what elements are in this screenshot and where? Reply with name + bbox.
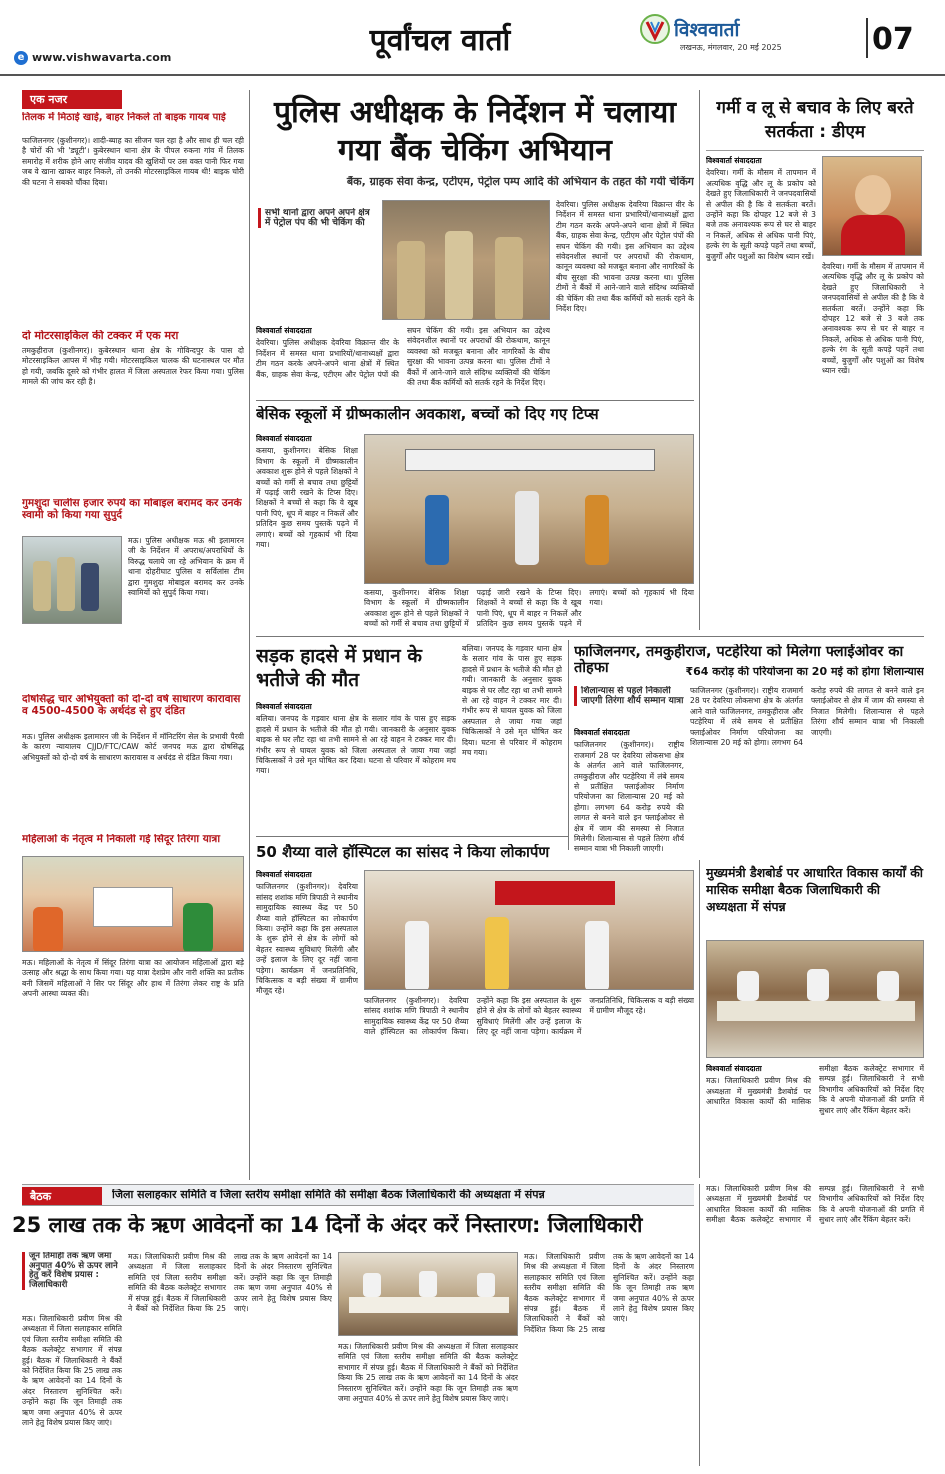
sindoor-yatra-photo: [22, 856, 244, 952]
hospital-inauguration-photo: [364, 870, 694, 990]
bank-story-text: देवरिया। पुलिस अधीक्षक देवरिया विक्रान्त वीर के निर्देशन में समस्त थाना प्रभारियों/थानाध्यक्षों द्वारा टीम गठन करके अपने-अपने थाना क्षेत्रों में स्थित बैंक, ग्राहक सेवा केन्द्र, एटीएम और पेट्रोल पंपों की सघन चेकिंग की गयी। इस अभियान का उद्देश्य संवेदनशील स्थानों पर अपराधों की रोकथाम, कानून व्यवस्था को मजबूत बनाना और नागरिकों के बीच सुरक्षा की भावना उत्पन्न करना था। पुलिस टीमों ने बैंकों में आने-जाने वाले संदिग्ध व्यक्तियों की चेकिंग की तथा बैंक कर्मियों को सतर्क रहने के निर्देश दिए।: [256, 326, 550, 388]
mobile-recovery-photo: [22, 536, 122, 624]
flyover-story-text: फाजिलनगर (कुशीनगर)। राष्ट्रीय राजमार्ग 28 पर देवरिया लोकसभा क्षेत्र के अंतर्गत आने वाले फाजिलनगर, तमकुहीराज और पटहेरिया में लंबे समय से प्रतीक्षित फ्लाईओवर निर्माण परियोजना का शिलान्यास 20 मई को होगा। लगभग 64 करोड़ रुपये की लागत से बनने वाले इन फ्लाईओवर से क्षेत्र में जाम की समस्या से निजात मिलेगी। शिलान्यास से पहले तिरंगा शौर्य सम्मान यात्रा भी निकाली जाएगी।: [574, 740, 684, 854]
right-column-divider: [699, 90, 700, 630]
ek-nazar-column: [22, 90, 244, 1178]
school-story-headline: बेसिक स्कूलों में ग्रीष्मकालीन अवकाश, बच्चों को दिए गए टिप्स: [256, 406, 599, 423]
school-top-rule: [256, 400, 694, 401]
baithak-headline: 25 लाख तक के ऋण आवेदनों का 14 दिनों के अंदर करें निस्तारण: जिलाधिकारी: [12, 1214, 643, 1237]
news-brief-heading-4: दोषसिद्ध चार अभियुक्तों को दो-दो वर्ष साधारण कारावास व 4500-4500 के अर्थदंड से हुए दंडित: [22, 694, 241, 717]
accident-story-byline: विश्ववार्ता संवाददाता: [256, 702, 312, 711]
flyover-story-headline: फाजिलनगर, तमकुहीराज, पटहेरिया को मिलेगा फ्लाईओवर का तोहफा: [574, 644, 904, 677]
hospital-story-continuation: फाजिलनगर (कुशीनगर)। देवरिया सांसद शशांक मणि त्रिपाठी ने स्थानीय सामुदायिक स्वास्थ्य केंद्र पर 50 शैय्या वाले हॉस्पिटल का लोकार्पण किया। उन्होंने कहा कि इस अस्पताल के शुरू होने से क्षेत्र के लोगों को बेहतर स्वास्थ्य सुविधाएं मिलेंगी और उन्हें इलाज के लिए दूर नहीं जाना पड़ेगा। कार्यक्रम में जनप्रतिनिधि, चिकित्सक व बड़ी संख्या में ग्रामीण मौजूद रहे।: [364, 996, 694, 1037]
heat-story-headline: गर्मी व लू से बचाव के लिए बरते सतर्कता : डीएम: [716, 98, 914, 142]
heat-story: [706, 90, 924, 630]
hospital-story-text: फाजिलनगर (कुशीनगर)। देवरिया सांसद शशांक मणि त्रिपाठी ने स्थानीय सामुदायिक स्वास्थ्य केंद्र पर 50 शैय्या वाले हॉस्पिटल का लोकार्पण किया। उन्होंने कहा कि इस अस्पताल के शुरू होने से क्षेत्र के लोगों को बेहतर स्वास्थ्य सुविधाएं मिलेंगी और उन्हें इलाज के लिए दूर नहीं जाना पड़ेगा। कार्यक्रम में जनप्रतिनिधि, चिकित्सक व बड़ी संख्या में ग्रामीण मौजूद रहे।: [256, 882, 358, 996]
news-brief-heading-2: दो मोटरसाइकिल की टक्कर में एक मरा: [22, 330, 179, 342]
school-story-body: [256, 434, 358, 634]
baithak-kicker-bar: [22, 1184, 694, 1206]
flyover-story-subhead: ₹64 करोड़ की परियोजना का 20 मई को होगा शिलान्यास: [685, 666, 924, 678]
website-icon: e: [14, 51, 28, 65]
dashboard-meeting-photo: [706, 940, 924, 1058]
hospital-story: [256, 840, 694, 1178]
section-title: पूर्वांचल वार्ता: [369, 23, 511, 58]
bank-checking-story: [256, 90, 694, 398]
flyover-story-byline: विश्ववार्ता संवाददाता: [574, 728, 630, 737]
bottom-right-divider: [699, 1184, 700, 1466]
accident-story-continuation: बलिया। जनपद के गड़वार थाना क्षेत्र के सलार गांव के पास हुए सड़क हादसे में प्रधान के भतीजे की मौत हो गयी। जानकारी के अनुसार युवक बाइक से घर लौट रहा था तभी सामने से आ रहे वाहन ने टक्कर मार दी। गंभीर रूप से घायल युवक को जिला अस्पताल ले जाया गया जहां चिकित्सकों ने उसे मृत घोषित कर दिया। घटना से परिवार में कोहराम मच गया।: [462, 644, 562, 758]
heat-headline-rule: [706, 150, 924, 151]
baithak-body: मऊ। जिलाधिकारी प्रवीण मिश्र की अध्यक्षता में जिला सलाहकार समिति एवं जिला स्तरीय समीक्षा समिति की बैठक कलेक्ट्रेट सभागार में संपन्न हुई। बैठक में जिलाधिकारी ने बैंकों को निर्देशित किया कि 25 लाख तक के ऋण आवेदनों का 14 दिनों के अंदर निस्तारण सुनिश्चित करें। उन्होंने कहा कि जून तिमाही तक ऋण जमा अनुपात 40% से ऊपर लाने हेतु विशेष प्रयास किए जाएं।: [22, 1314, 122, 1428]
news-brief-body-5: मऊ। महिलाओं के नेतृत्व में सिंदूर तिरंगा यात्रा का आयोजन महिलाओं द्वारा बड़े उत्साह और श्रद्धा के साथ किया गया। यह यात्रा देशप्रेम और नारी शक्ति का प्रतीक बनी जिसमें महिलाओं ने सिर पर सिंदूर और हाथ में तिरंगा लेकर राष्ट्र के प्रति अपनी आस्था व्यक्त की।: [22, 958, 244, 999]
bank-story-body: [256, 326, 550, 398]
news-brief-body-2: तमकुहीराज (कुशीनगर)। कुबेरस्थान थाना क्षेत्र के गोविन्दपुर के पास दो मोटरसाइकिल आपस में भीड़ गयी। मोटरसाइकिल चालक की घटनास्थल पर मौत हो गयी, जबकि दूसरे को गंभीर हालत में जिला अस्पताल रेफर किया गया। पुलिस मामले की जांच कर रही है।: [22, 346, 244, 387]
bank-checking-photo: [382, 200, 550, 320]
accident-story: [256, 640, 456, 830]
heat-story-body: [706, 156, 816, 630]
accident-story-body: [256, 702, 456, 830]
news-brief-heading-3: गुमशुदा चालीस हजार रुपये का मोबाइल बरामद कर उनके स्वामी को किया गया सुपुर्द: [22, 498, 242, 521]
dateline: लखनऊ, मंगलवार, 20 मई 2025: [680, 43, 782, 52]
dashboard-story: [706, 860, 924, 1178]
bank-story-pullquote: सभी थानों द्वारा अपने अपने क्षेत्र में पेट्रोल पंप की भी चेकिंग की: [258, 208, 376, 228]
dashboard-story-continued: मऊ। जिलाधिकारी प्रवीण मिश्र की अध्यक्षता में मुख्यमंत्री डैशबोर्ड पर आधारित विकास कार्यों की मासिक समीक्षा बैठक कलेक्ट्रेट सभागार में सम्पन्न हुई। जिलाधिकारी ने सभी विभागीय अधिकारियों को निर्देश दिए कि वे अपनी योजनाओं की प्रगति में सुधार लाएं और रैंकिंग बेहतर करें।: [706, 1184, 924, 1225]
school-story-byline: विश्ववार्ता संवाददाता: [256, 434, 312, 443]
school-story: [256, 400, 694, 634]
dm-portrait-photo: [822, 156, 922, 256]
hospital-story-headline: 50 शैय्या वाले हॉस्पिटल का सांसद ने किया लोकार्पण: [256, 844, 550, 861]
accident-story-text: बलिया। जनपद के गड़वार थाना क्षेत्र के सलार गांव के पास हुए सड़क हादसे में प्रधान के भतीजे की मौत हो गयी। जानकारी के अनुसार युवक बाइक से घर लौट रहा था तभी सामने से आ रहे वाहन ने टक्कर मार दी। गंभीर रूप से घायल युवक को जिला अस्पताल ले जाया गया जहां चिकित्सकों ने उसे मृत घोषित कर दिया। घटना से परिवार में कोहराम मच गया।: [256, 714, 456, 776]
ek-nazar-label: एक नजर: [22, 90, 122, 109]
baithak-body-column-5: मऊ। जिलाधिकारी प्रवीण मिश्र की अध्यक्षता में जिला सलाहकार समिति एवं जिला स्तरीय समीक्षा समिति की बैठक कलेक्ट्रेट सभागार में संपन्न हुई। बैठक में जिलाधिकारी ने बैंकों को निर्देशित किया कि 25 लाख तक के ऋण आवेदनों का 14 दिनों के अंदर निस्तारण सुनिश्चित करें। उन्होंने कहा कि जून तिमाही तक ऋण जमा अनुपात 40% से ऊपर लाने हेतु विशेष प्रयास किए जाएं।: [524, 1252, 694, 1334]
masthead-rule: [0, 74, 945, 76]
flyover-story-pullquote: शिलान्यास से पहले निकाली जाएगी तिरंगा शौर्य सम्मान यात्रा: [574, 686, 684, 706]
paper-logo-icon: [640, 14, 670, 44]
heat-story-body-continued: देवरिया। गर्मी के मौसम में तापमान में अत्यधिक वृद्धि और लू के प्रकोप को देखते हुए जिलाधिकारी ने जनपदवासियों से अपील की है कि वे सतर्कता बरतें। उन्होंने कहा कि दोपहर 12 बजे से 3 बजे तक अनावश्यक रूप से घर से बाहर न निकलें, अधिक से अधिक पानी पिएं, हल्के रंग के सूती कपड़े पहनें तथा बच्चों, बुजुर्गों और पशुओं का विशेष ध्यान रखें।: [822, 262, 924, 376]
flyover-story: [574, 640, 924, 854]
heat-story-text: देवरिया। गर्मी के मौसम में तापमान में अत्यधिक वृद्धि और लू के प्रकोप को देखते हुए जिलाधिकारी ने जनपदवासियों से अपील की है कि वे सतर्कता बरतें। उन्होंने कहा कि दोपहर 12 बजे से 3 बजे तक अनावश्यक रूप से घर से बाहर न निकलें, अधिक से अधिक पानी पिएं, हल्के रंग के सूती कपड़े पहनें तथा बच्चों, बुजुर्गों और पशुओं का विशेष ध्यान रखें।: [706, 168, 816, 261]
dashboard-story-text: मऊ। जिलाधिकारी प्रवीण मिश्र की अध्यक्षता में मुख्यमंत्री डैशबोर्ड पर आधारित विकास कार्यों की मासिक समीक्षा बैठक कलेक्ट्रेट सभागार में सम्पन्न हुई। जिलाधिकारी ने सभी विभागीय अधिकारियों को निर्देश दिए कि वे अपनी योजनाओं की प्रगति में सुधार लाएं और रैंकिंग बेहतर करें।: [706, 1064, 924, 1115]
page-number-divider: [866, 18, 868, 58]
news-brief-body-4: मऊ। पुलिस अधीक्षक इलामारन जी के निर्देशन में मॉनिटरिंग सेल के प्रभावी पैरवी के कारण न्यायालय CJJD/FTC/CAW कोर्ट जनपद मऊ द्वारा दोषसिद्ध अभियुक्तों को दो-दो वर्ष के साधारण कारावास व अर्थदंड से दंडित किया गया।: [22, 732, 244, 762]
dashboard-story-body: [706, 1064, 924, 1178]
school-story-text: कसया, कुशीनगर। बेसिक शिक्षा विभाग के स्कूलों में ग्रीष्मकालीन अवकाश शुरू होने से पहले शिक्षकों ने बच्चों को गर्मी से बचाव तथा छुट्टियों में पढ़ाई जारी रखने के टिप्स दिए। शिक्षकों ने बच्चों से कहा कि वे खूब पानी पिएं, धूप में बाहर न निकलें और प्रतिदिन कुछ समय पुस्तकें पढ़ने में लगाएं। बच्चों को गृहकार्य भी दिया गया।: [256, 446, 358, 550]
flyover-divider: [568, 640, 569, 850]
page-number: 07: [872, 22, 914, 57]
website-url[interactable]: www.vishwavarta.com: [32, 51, 172, 64]
mid-row-rule: [256, 636, 924, 637]
bank-story-headline: पुलिस अधीक्षक के निर्देशन में चलाया गया बैंक चेकिंग अभियान: [273, 95, 677, 168]
left-column-divider: [249, 90, 250, 1180]
flyover-story-continuation: फाजिलनगर (कुशीनगर)। राष्ट्रीय राजमार्ग 28 पर देवरिया लोकसभा क्षेत्र के अंतर्गत आने वाले फाजिलनगर, तमकुहीराज और पटहेरिया में लंबे समय से प्रतीक्षित फ्लाईओवर निर्माण परियोजना का शिलान्यास 20 मई को होगा। लगभग 64 करोड़ रुपये की लागत से बनने वाले इन फ्लाईओवर से क्षेत्र में जाम की समस्या से निजात मिलेगी। शिलान्यास से पहले तिरंगा शौर्य सम्मान यात्रा भी निकाली जाएगी।: [690, 686, 924, 748]
news-brief-body-3: मऊ। पुलिस अधीक्षक मऊ श्री इलामारन जी के निर्देशन में अपराध/अपराधियों के विरुद्ध चलाये जा रहे अभियान के क्रम में थाना दोहरीघाट पुलिस व सर्विलांस टीम द्वारा गुमशुदा मोबाइल बरामद कर उनके स्वामियों को सुपुर्द किया गया।: [128, 536, 244, 598]
baithak-body-continued: मऊ। जिलाधिकारी प्रवीण मिश्र की अध्यक्षता में जिला सलाहकार समिति एवं जिला स्तरीय समीक्षा समिति की बैठक कलेक्ट्रेट सभागार में संपन्न हुई। बैठक में जिलाधिकारी ने बैंकों को निर्देशित किया कि 25 लाख तक के ऋण आवेदनों का 14 दिनों के अंदर निस्तारण सुनिश्चित करें। उन्होंने कहा कि जून तिमाही तक ऋण जमा अनुपात 40% से ऊपर लाने हेतु विशेष प्रयास किए जाएं।: [128, 1252, 332, 1314]
heat-story-byline: विश्ववार्ता संवाददाता: [706, 156, 762, 165]
bank-story-subhead: बैंक, ग्राहक सेवा केन्द्र, एटीएम, पेट्रोल पम्प आदि की अभियान के तहत की गयी चेकिंग: [346, 176, 694, 188]
baithak-kicker: जिला सलाहकार समिति व जिला स्तरीय समीक्षा समिति की समीक्षा बैठक जिलाधिकारी की अध्यक्षता में संपन्न: [112, 1189, 545, 1201]
accident-story-headline: सड़क हादसे में प्रधान के भतीजे की मौत: [256, 645, 422, 691]
news-brief-heading-1: तिलक में मिठाई खाई, बाहर निकले तो बाइक गायब पाई: [22, 112, 226, 123]
dashboard-story-headline: मुख्यमंत्री डैशबोर्ड पर आधारित विकास कार्यों की मासिक समीक्षा बैठक जिलाधिकारी की अध्यक्षता में संपन्न: [706, 865, 924, 914]
baithak-meeting-photo: [338, 1252, 518, 1336]
hospital-top-rule: [256, 836, 568, 837]
masthead: [0, 0, 945, 80]
paper-name: विश्ववार्ता: [674, 19, 740, 41]
news-brief-body-1: फाजिलनगर (कुशीनगर)। शादी-ब्याह का सीजन चल रहा है और साथ ही चल रही है चोरों की भी 'ड्यूटी'। कुबेरस्थान थाना क्षेत्र के पीपल रुकना गांव में तिलक समारोह में शरीक होने आए संजीव यादव की खुशियों पर उस वक्त पानी फिर गया जब वे खाना खाकर बाहर निकले, तो उनकी मोटरसाइकिल गायब थी! बाइक चोरी की घटना ने सबको चौंका दिया।: [22, 136, 244, 187]
baithak-body-column-4: मऊ। जिलाधिकारी प्रवीण मिश्र की अध्यक्षता में जिला सलाहकार समिति एवं जिला स्तरीय समीक्षा समिति की बैठक कलेक्ट्रेट सभागार में संपन्न हुई। बैठक में जिलाधिकारी ने बैंकों को निर्देशित किया कि 25 लाख तक के ऋण आवेदनों का 14 दिनों के अंदर निस्तारण सुनिश्चित करें। उन्होंने कहा कि जून तिमाही तक ऋण जमा अनुपात 40% से ऊपर लाने हेतु विशेष प्रयास किए जाएं।: [338, 1342, 518, 1404]
hospital-story-byline: विश्ववार्ता संवाददाता: [256, 870, 312, 879]
news-brief-heading-5: महिलाओं के नेतृत्व में निकाली गई सिंदूर तिरंगा यात्रा: [22, 834, 221, 845]
bank-story-continuation: [556, 200, 694, 398]
baithak-label: बैठक: [22, 1187, 102, 1206]
bank-story-byline: विश्ववार्ता संवाददाता: [256, 326, 312, 335]
baithak-pullquote: जून तिमाही तक ऋण जमा अनुपात 40% से ऊपर लाने हेतु करें विशेष प्रयास : जिलाधिकारी: [22, 1252, 122, 1290]
hospital-story-body: [256, 870, 358, 1178]
dashboard-story-byline: विश्ववार्ता संवाददाता: [706, 1064, 762, 1073]
school-story-continuation: कसया, कुशीनगर। बेसिक शिक्षा विभाग के स्कूलों में ग्रीष्मकालीन अवकाश शुरू होने से पहले शिक्षकों ने बच्चों को गर्मी से बचाव तथा छुट्टियों में पढ़ाई जारी रखने के टिप्स दिए। शिक्षकों ने बच्चों से कहा कि वे खूब पानी पिएं, धूप में बाहर न निकलें और प्रतिदिन कुछ समय पुस्तकें पढ़ने में लगाएं। बच्चों को गृहकार्य भी दिया गया।: [364, 588, 694, 629]
bank-story-text-continued: देवरिया। पुलिस अधीक्षक देवरिया विक्रान्त वीर के निर्देशन में समस्त थाना प्रभारियों/थानाध्यक्षों द्वारा टीम गठन करके अपने-अपने थाना क्षेत्रों में स्थित बैंक, ग्राहक सेवा केन्द्र, एटीएम और पेट्रोल पंपों की सघन चेकिंग की गयी। इस अभियान का उद्देश्य संवेदनशील स्थानों पर अपराधों की रोकथाम, कानून व्यवस्था को मजबूत बनाना और नागरिकों के बीच सुरक्षा की भावना उत्पन्न करना था। पुलिस टीमों ने बैंकों में आने-जाने वाले संदिग्ध व्यक्तियों की चेकिंग की तथा बैंक कर्मियों को सतर्क रहने के निर्देश दिए।: [556, 200, 694, 314]
school-classroom-photo: [364, 434, 694, 584]
dashboard-divider: [699, 860, 700, 1178]
flyover-story-body: [574, 728, 684, 854]
